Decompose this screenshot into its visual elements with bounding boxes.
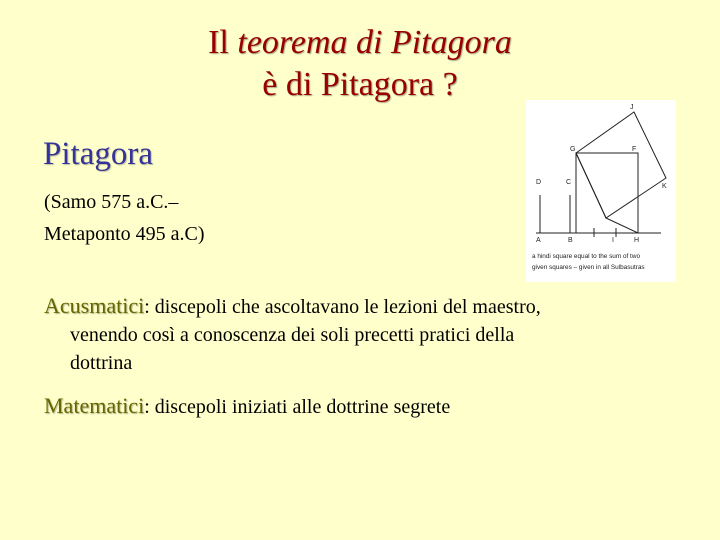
label-b: B [568,237,573,244]
caption-line-1: a hindi square equal to the sum of two [532,253,640,260]
label-h: H [634,237,640,244]
title-line-1 [0,22,720,64]
acusmatici-text-1: : discepoli che ascoltavano le lezioni del maestro, [144,296,541,318]
matematici-paragraph [44,392,450,421]
geometry-figure [526,100,676,282]
caption-line-2: given squares – given in all Sulbasutras [532,264,645,271]
label-k: K [662,183,667,190]
geometry-diagram [526,100,676,282]
slide-title [0,22,720,106]
label-j: J [630,104,634,111]
title-italic: teorema di Pitagora [237,24,512,61]
dates-line-2: Metaponto 495 a.C) [44,223,205,245]
label-a: A [536,237,541,244]
label-c: C [566,179,572,186]
diagonal-1 [576,153,606,218]
section-heading: Pitagora [43,136,153,172]
acusmatici-text-2: venendo così a conoscenza dei soli precetti pratici della [70,324,515,346]
label-g: G [570,146,576,153]
acusmatici-term: Acusmatici [44,293,145,318]
label-i: I [612,237,614,244]
label-f: F [632,146,637,153]
matematici-text: : discepoli iniziati alle dottrine segrete [144,396,451,418]
large-square [576,153,638,233]
title-line-2: è di Pitagora ? [262,66,458,103]
acusmatici-paragraph [44,292,684,377]
tilted-square [576,112,666,218]
label-d: D [536,179,542,186]
diagonal-2 [606,218,638,233]
life-dates [44,186,205,250]
acusmatici-text-3: dottrina [70,352,133,374]
dates-line-1: (Samo 575 a.C.– [44,191,179,213]
title-plain: Il [208,24,238,61]
matematici-term: Matematici [44,393,145,418]
